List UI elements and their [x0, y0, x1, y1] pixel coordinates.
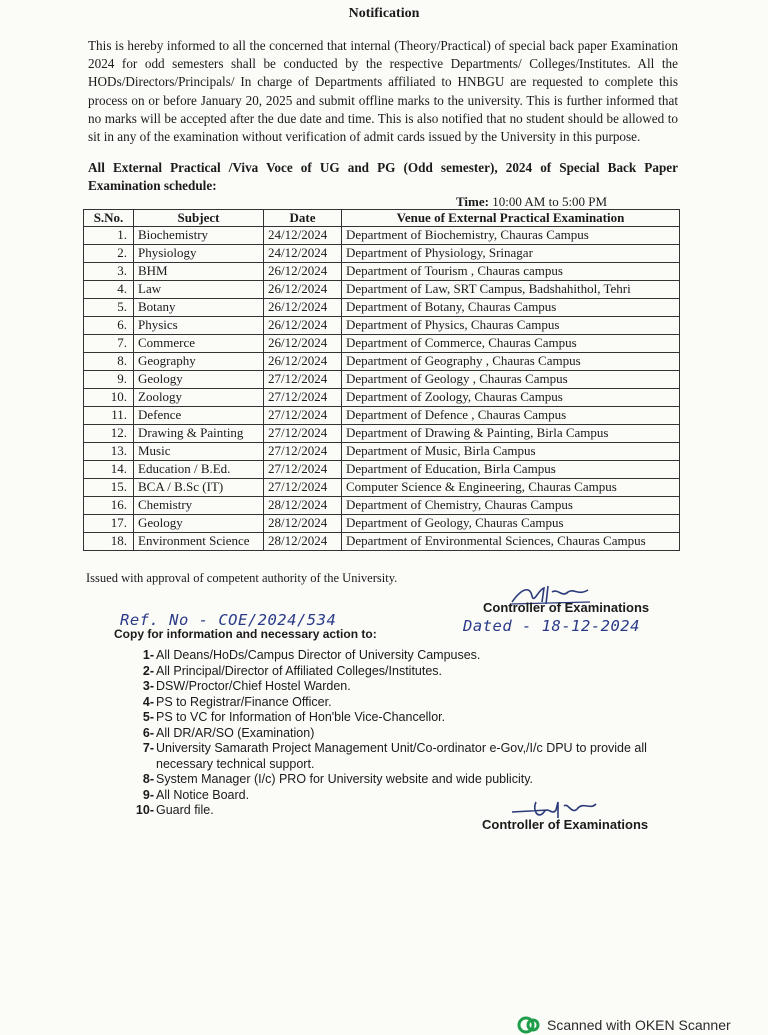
- cell-date: 27/12/2024: [264, 407, 342, 425]
- cell-venue: Department of Biochemistry, Chauras Campus: [342, 227, 680, 245]
- table-header-row: [84, 210, 680, 227]
- list-item-text: Guard file.: [156, 803, 214, 817]
- table-row: [84, 389, 680, 407]
- list-item-number: 5-: [142, 710, 154, 724]
- table-row: [84, 497, 680, 515]
- cell-date: 27/12/2024: [264, 443, 342, 461]
- cell-date: 27/12/2024: [264, 461, 342, 479]
- schedule-heading: All External Practical /Viva Voce of UG and PG (Odd semester), 2024 of Special Back Paper Examination schedule:: [88, 160, 678, 193]
- list-item-number: 8-: [142, 772, 154, 786]
- cell-date: 27/12/2024: [264, 425, 342, 443]
- cell-date: 28/12/2024: [264, 533, 342, 551]
- list-item-text: System Manager (I/c) PRO for University website and wide publicity.: [156, 772, 533, 786]
- cell-venue: Department of Law, SRT Campus, Badshahithol, Tehri: [342, 281, 680, 299]
- schedule-table: [83, 209, 680, 551]
- cell-sno: 10.: [84, 389, 134, 407]
- controller-title-1: Controller of Examinations: [483, 600, 650, 615]
- cell-venue: Department of Environmental Sciences, Chauras Campus: [342, 533, 680, 551]
- list-item-text: PS to Registrar/Finance Officer.: [156, 694, 332, 709]
- cell-sno: 1.: [84, 227, 134, 245]
- cell-date: 26/12/2024: [264, 317, 342, 335]
- cell-date: 26/12/2024: [264, 353, 342, 371]
- cell-sno: 13.: [84, 443, 134, 461]
- cell-sno: 17.: [84, 515, 134, 533]
- list-item: [108, 679, 668, 695]
- time-value: 10:00 AM to 5:00 PM: [492, 194, 608, 209]
- cell-subject: Biochemistry: [134, 227, 264, 245]
- table-row: [84, 317, 680, 335]
- cell-subject: Education / B.Ed.: [134, 461, 264, 479]
- table-row: [84, 371, 680, 389]
- cell-sno: 12.: [84, 425, 134, 443]
- list-item-text: All DR/AR/SO (Examination): [156, 725, 315, 740]
- cell-sno: 14.: [84, 461, 134, 479]
- oken-scanner-logo-icon: [517, 1015, 541, 1035]
- cell-venue: Department of Zoology, Chauras Campus: [342, 389, 680, 407]
- list-item-number: 2-: [142, 663, 154, 678]
- list-item-number: 3-: [142, 679, 154, 693]
- cell-venue: Department of Physics, Chauras Campus: [342, 317, 680, 335]
- dated: Dated - 18-12-2024: [463, 617, 640, 635]
- issued-note: Issued with approval of competent authority of the University.: [86, 571, 398, 585]
- list-item-number: 7-: [142, 741, 154, 755]
- header-venue: Venue of External Practical Examination: [342, 210, 680, 227]
- cell-venue: Department of Tourism , Chauras campus: [342, 263, 680, 281]
- list-item: [108, 726, 668, 742]
- cell-sno: 18.: [84, 533, 134, 551]
- cell-sno: 9.: [84, 371, 134, 389]
- list-item-text: DSW/Proctor/Chief Hostel Warden.: [156, 679, 351, 693]
- cell-venue: Department of Physiology, Srinagar: [342, 245, 680, 263]
- copy-to-line: Copy for information and necessary action to:: [114, 627, 377, 641]
- list-item-number: 4-: [142, 694, 154, 709]
- list-item: [108, 710, 668, 726]
- scanner-text: Scanned with OKEN Scanner: [547, 1017, 731, 1033]
- cell-subject: Defence: [134, 407, 264, 425]
- table-row: [84, 281, 680, 299]
- header-sno: S.No.: [84, 210, 134, 227]
- cell-subject: Drawing & Painting: [134, 425, 264, 443]
- cell-venue: Department of Geology, Chauras Campus: [342, 515, 680, 533]
- cell-date: 27/12/2024: [264, 479, 342, 497]
- scanner-watermark: [517, 1015, 731, 1035]
- table-row: [84, 407, 680, 425]
- cell-subject: Music: [134, 443, 264, 461]
- cell-sno: 16.: [84, 497, 134, 515]
- cell-subject: Environment Science: [134, 533, 264, 551]
- header-date: Date: [264, 210, 342, 227]
- exam-time: [456, 194, 607, 210]
- cell-sno: 7.: [84, 335, 134, 353]
- cell-venue: Department of Education, Birla Campus: [342, 461, 680, 479]
- list-item: [108, 741, 668, 772]
- table-row: [84, 443, 680, 461]
- list-item: [108, 648, 668, 664]
- cell-date: 24/12/2024: [264, 245, 342, 263]
- list-item-text: University Samarath Project Management Unit/Co-ordinator e-Gov,/I/c DPU to provide all necessary technical support.: [156, 741, 647, 771]
- cell-venue: Department of Drawing & Painting, Birla Campus: [342, 425, 680, 443]
- cell-sno: 15.: [84, 479, 134, 497]
- cell-date: 28/12/2024: [264, 497, 342, 515]
- cell-subject: Geography: [134, 353, 264, 371]
- table-row: [84, 515, 680, 533]
- list-item-text: PS to VC for Information of Hon'ble Vice-Chancellor.: [156, 710, 446, 724]
- list-item: [108, 664, 668, 680]
- list-item-number: 10-: [135, 803, 154, 817]
- cell-subject: Botany: [134, 299, 264, 317]
- list-item-number: 1-: [142, 648, 154, 662]
- cell-subject: Geology: [134, 371, 264, 389]
- cell-date: 27/12/2024: [264, 389, 342, 407]
- list-item-text: All Principal/Director of Affiliated Colleges/Institutes.: [156, 663, 443, 678]
- reference-number: Ref. No - COE/2024/534: [120, 611, 337, 629]
- cell-subject: Law: [134, 281, 264, 299]
- cell-venue: Department of Geology , Chauras Campus: [342, 371, 680, 389]
- table-row: [84, 533, 680, 551]
- cell-date: 28/12/2024: [264, 515, 342, 533]
- cell-subject: Physics: [134, 317, 264, 335]
- cell-venue: Department of Chemistry, Chauras Campus: [342, 497, 680, 515]
- cell-subject: Chemistry: [134, 497, 264, 515]
- table-row: [84, 335, 680, 353]
- list-item-number: 6-: [142, 725, 154, 740]
- list-item: [108, 772, 668, 788]
- list-item-text: All Deans/HoDs/Campus Director of University Campuses.: [156, 648, 481, 662]
- cell-date: 24/12/2024: [264, 227, 342, 245]
- table-row: [84, 299, 680, 317]
- header-subject: Subject: [134, 210, 264, 227]
- list-item-number: 9-: [142, 787, 154, 802]
- cell-venue: Department of Geography , Chauras Campus: [342, 353, 680, 371]
- cell-subject: BHM: [134, 263, 264, 281]
- table-row: [84, 461, 680, 479]
- notification-title: Notification: [348, 6, 420, 21]
- cell-venue: Department of Commerce, Chauras Campus: [342, 335, 680, 353]
- table-row: [84, 227, 680, 245]
- cell-venue: Department of Music, Birla Campus: [342, 443, 680, 461]
- cell-subject: Commerce: [134, 335, 264, 353]
- list-item-text: All Notice Board.: [156, 787, 250, 802]
- cell-subject: Physiology: [134, 245, 264, 263]
- intro-paragraph: This is hereby informed to all the concerned that internal (Theory/Practical) of special back paper Examination 2024 for odd semesters shall be conducted by the respective Departments/ Colleges/Institutes. All the HODs/Directors/Principals/ In charge of Departments affiliated to HNBGU are requested to complete this process on or before January 20, 2025 and submit offline marks to the university. This is further informed that no marks will be accepted after the due date and time. This is also notified that no student should be allowed to sit in any of the examination without verification of admit cards issued by the University in this purpose.: [88, 38, 678, 145]
- cell-date: 26/12/2024: [264, 281, 342, 299]
- table-row: [84, 245, 680, 263]
- cell-subject: Zoology: [134, 389, 264, 407]
- cell-sno: 8.: [84, 353, 134, 371]
- cell-date: 26/12/2024: [264, 299, 342, 317]
- schedule-body: [84, 227, 680, 551]
- table-row: [84, 263, 680, 281]
- table-row: [84, 353, 680, 371]
- cell-sno: 2.: [84, 245, 134, 263]
- table-row: [84, 425, 680, 443]
- cell-sno: 4.: [84, 281, 134, 299]
- cell-venue: Computer Science & Engineering, Chauras Campus: [342, 479, 680, 497]
- cell-sno: 11.: [84, 407, 134, 425]
- controller-title-2: Controller of Examinations: [482, 817, 649, 832]
- cell-sno: 3.: [84, 263, 134, 281]
- list-item: [108, 695, 668, 711]
- table-row: [84, 479, 680, 497]
- time-label: Time:: [456, 194, 489, 209]
- cell-date: 27/12/2024: [264, 371, 342, 389]
- cell-subject: Geology: [134, 515, 264, 533]
- cell-venue: Department of Botany, Chauras Campus: [342, 299, 680, 317]
- cell-date: 26/12/2024: [264, 263, 342, 281]
- cell-venue: Department of Defence , Chauras Campus: [342, 407, 680, 425]
- cell-sno: 6.: [84, 317, 134, 335]
- cell-date: 26/12/2024: [264, 335, 342, 353]
- cell-sno: 5.: [84, 299, 134, 317]
- cell-subject: BCA / B.Sc (IT): [134, 479, 264, 497]
- copy-list: [108, 648, 668, 819]
